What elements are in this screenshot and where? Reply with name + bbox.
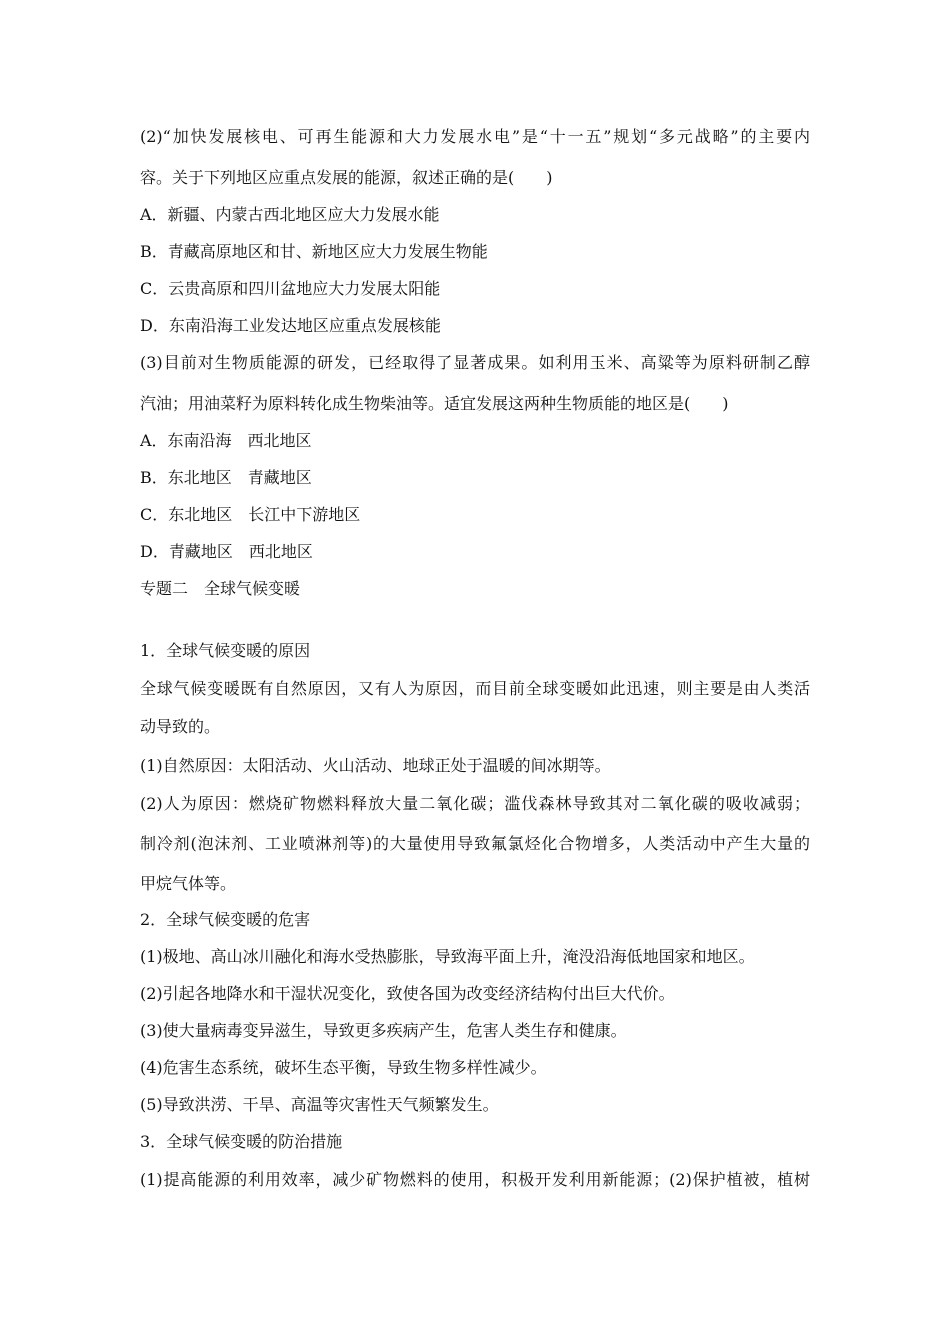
causes-human-line-2: 制冷剂(泡沫剂、工业喷淋剂等)的大量使用导致氟氯烃化合物增多，人类活动中产生大量的 — [140, 834, 810, 853]
question-2-stem-line-2: 容。关于下列地区应重点发展的能源，叙述正确的是( ) — [140, 168, 553, 187]
question-3-option-a: A．东南沿海 西北地区 — [140, 431, 312, 450]
question-3-option-d: D．青藏地区 西北地区 — [140, 542, 313, 561]
question-3-stem-line-2: 汽油；用油菜籽为原料转化成生物柴油等。适宜发展这两种生物质能的地区是( ) — [140, 394, 729, 413]
measures-line-1: (1)提高能源的利用效率，减少矿物燃料的使用，积极开发利用新能源；(2)保护植被，植树 — [140, 1170, 810, 1189]
causes-human-line-3: 甲烷气体等。 — [140, 874, 237, 893]
question-3-option-c: C．东北地区 长江中下游地区 — [140, 505, 361, 524]
causes-intro-line-1: 全球气候变暖既有自然原因，又有人为原因，而目前全球变暖如此迅速，则主要是由人类活 — [140, 679, 810, 698]
question-2-option-b: B．青藏高原地区和甘、新地区应大力发展生物能 — [140, 242, 488, 261]
harm-item-4: (4)危害生态系统，破坏生态平衡，导致生物多样性减少。 — [140, 1058, 547, 1077]
question-2-option-c: C．云贵高原和四川盆地应大力发展太阳能 — [140, 279, 441, 298]
causes-intro-line-2: 动导致的。 — [140, 717, 221, 736]
subheading-measures: 3．全球气候变暖的防治措施 — [140, 1132, 343, 1151]
harm-item-2: (2)引起各地降水和干湿状况变化，致使各国为改变经济结构付出巨大代价。 — [140, 984, 675, 1003]
harm-item-1: (1)极地、高山冰川融化和海水受热膨胀，导致海平面上升，淹没沿海低地国家和地区。 — [140, 947, 755, 966]
question-2-stem-line-1: (2)“加快发展核电、可再生能源和大力发展水电”是“十一五”规划“多元战略”的主要内 — [140, 127, 810, 146]
causes-human-line-1: (2)人为原因：燃烧矿物燃料释放大量二氧化碳；滥伐森林导致其对二氧化碳的吸收减弱； — [140, 794, 810, 813]
subheading-causes: 1．全球气候变暖的原因 — [140, 641, 311, 660]
question-2-option-d: D．东南沿海工业发达地区应重点发展核能 — [140, 316, 441, 335]
question-3-stem-line-1: (3)目前对生物质能源的研发，已经取得了显著成果。如利用玉米、高粱等为原料研制乙醇 — [140, 353, 810, 372]
section-heading: 专题二 全球气候变暖 — [140, 579, 301, 598]
question-2-option-a: A．新疆、内蒙古西北地区应大力发展水能 — [140, 205, 440, 224]
causes-natural: (1)自然原因：太阳活动、火山活动、地球正处于温暖的间冰期等。 — [140, 756, 611, 775]
subheading-harms: 2．全球气候变暖的危害 — [140, 910, 311, 929]
harm-item-3: (3)使大量病毒变异滋生，导致更多疾病产生，危害人类生存和健康。 — [140, 1021, 627, 1040]
harm-item-5: (5)导致洪涝、干旱、高温等灾害性天气频繁发生。 — [140, 1095, 499, 1114]
question-3-option-b: B．东北地区 青藏地区 — [140, 468, 312, 487]
